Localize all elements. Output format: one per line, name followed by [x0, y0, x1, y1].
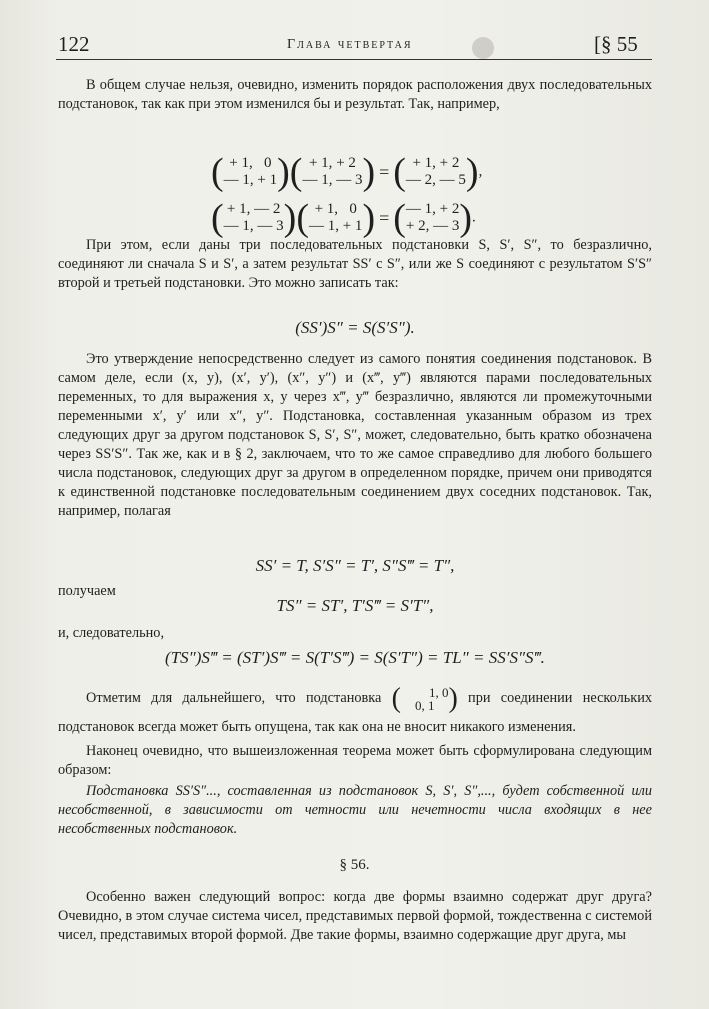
paragraph-5: и, следовательно,	[58, 625, 165, 641]
paragraph-6-end: при соединении нескольких подстановок всегда может быть опущена, так как она не вносит никакого изменения.	[58, 689, 652, 735]
theorem-statement: Подстановка SS′S″..., составленная из подстановок S, S′, S″,..., будет собственной или несобственной, в зависимости от четности или нечетности числа входящих в нее несобственных подстановок.	[58, 783, 652, 837]
paragraph-9: Особенно важен следующий вопрос: когда две формы взаимно содержат друг друга? Очевидно, в этом случае система чисел, представимых первой формой, тождественна с системой чисел, представимых второй формой. Две такие формы, взаимно содержащие друг друга, мы	[58, 889, 652, 943]
paragraph-6	[58, 680, 652, 737]
matrix-b1: + 1, + 2 — 1, — 3	[302, 155, 363, 188]
matrix-c2: — 1, + 2 + 2, — 3	[405, 201, 460, 234]
matrix-equation-2: ( + 1, — 2 — 1, — 3)( + 1, 0 — 1, + 1) = (— 1, + 2 + 2, — 3).	[211, 197, 476, 239]
matrix-c1: + 1, + 2 — 2, — 5	[405, 155, 466, 188]
matrix-b2: + 1, 0 — 1, + 1	[308, 201, 363, 234]
formula-definitions: SS′ = T, S′S″ = T′, S″S‴ = T″,	[255, 556, 455, 575]
paper-stain	[472, 37, 494, 59]
paragraph-3: Это утверждение непосредственно следует из самого понятия соединения подстановок. В самом деле, если (x, y), (x′, y′), (x″, y″) и (x‴, y‴) являются парами последовательных переменных, то для выражения x, y через x‴, y‴ безразлично, являются ли промежуточными переменными x′, y′ или x″, y″. Подстановка, составленная указанным образом из трех следующих друг за другом подстановок S, S′, S″, может, следовательно, быть кратко обозначена через SS′S″. Так же, как и в § 2, заключаем, что то же самое справедливо для любого большего числа подстановок, следующих друг за другом в определенном порядке, причем они приводятся к единственной подстановке последовательным соединением двух соседних подстановок. Так, например, полагая	[58, 351, 652, 519]
page-header	[0, 0, 709, 62]
identity-matrix: ( 1, 0 0, 1 )	[391, 683, 458, 714]
matrix-a2: + 1, — 2 — 1, — 3	[223, 201, 284, 234]
chapter-title: Глава четвертая	[287, 37, 413, 52]
page-number: 122	[58, 32, 90, 56]
formula-results: TS″ = ST′, T′S‴ = S′T″,	[276, 596, 434, 615]
paragraph-1: В общем случае нельзя, очевидно, изменить порядок расположения двух последовательных подстановок, так как при этом изменился бы и результат. Так, например,	[58, 77, 652, 112]
matrix-equation-1: ( + 1, 0 — 1, + 1)( + 1, + 2 — 1, — 3) = ( + 1, + 2 — 2, — 5),	[211, 151, 483, 193]
formula-chain: (TS″)S‴ = (ST′)S‴ = S(T′S‴) = S(S′T″) = TL″ = SS′S″S‴.	[165, 648, 545, 667]
section-marker: [§ 55	[594, 32, 638, 56]
header-rule	[56, 59, 652, 60]
paragraph-6-start: Отметим для дальнейшего, что подстановка	[86, 689, 382, 706]
section-56-heading: § 56.	[339, 857, 370, 873]
matrix-a1: + 1, 0 — 1, + 1	[223, 155, 278, 188]
paragraph-2: При этом, если даны три последовательных подстановки S, S′, S″, то безразлично, соединяют ли сначала S и S′, а затем результат SS′ с S″, или же S соединяют с результатом S′S″ второй и третьей подстановки. Это можно записать так:	[58, 237, 652, 291]
paragraph-7: Наконец очевидно, что вышеизложенная теорема может быть сформулирована следующим образом:	[58, 743, 652, 778]
paragraph-4: получаем	[58, 583, 116, 599]
formula-associativity: (SS′)S″ = S(S′S″).	[295, 318, 415, 337]
